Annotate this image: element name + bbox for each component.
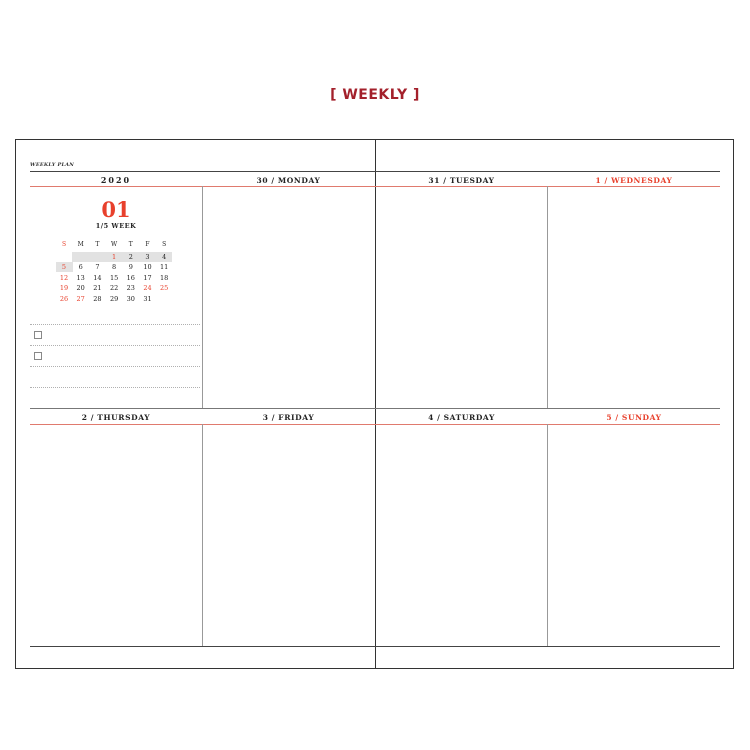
task-checkbox[interactable]	[34, 331, 42, 339]
calendar-weekday-label: M	[77, 241, 84, 248]
calendar-date: 2	[128, 252, 133, 261]
calendar-date: 15	[109, 273, 119, 282]
column-divider	[547, 186, 548, 408]
note-line	[30, 324, 200, 325]
note-line	[30, 345, 200, 346]
calendar-date: 31	[143, 294, 152, 303]
day-header-sunday: 5 / SUNDAY	[606, 413, 662, 422]
calendar-year: 2020	[100, 175, 132, 185]
page-heading: [ WEEKLY ]	[330, 87, 420, 103]
weekly-plan-label: WEEKLY PLAN	[30, 162, 75, 168]
spine-divider	[375, 139, 376, 669]
calendar-date: 28	[93, 294, 102, 303]
calendar-weekday-label: W	[111, 241, 118, 248]
calendar-date: 14	[93, 273, 102, 282]
week-label: 1/5 WEEK	[95, 222, 137, 230]
calendar-date: 17	[143, 273, 152, 282]
day-header-saturday: 4 / SATURDAY	[428, 413, 495, 422]
calendar-date: 25	[160, 284, 169, 292]
calendar-date: 30	[126, 294, 135, 303]
calendar-date: 26	[59, 294, 69, 303]
day-header-monday: 30 / MONDAY	[256, 176, 321, 185]
calendar-date: 9	[128, 263, 133, 271]
calendar-date: 11	[160, 263, 169, 271]
calendar-date: 19	[59, 284, 69, 292]
header-red-rule-top	[30, 186, 720, 187]
calendar-weekday-label: S	[61, 241, 67, 248]
day-header-tuesday: 31 / TUESDAY	[428, 176, 495, 185]
calendar-date: 16	[126, 273, 135, 282]
calendar-date: 13	[76, 273, 85, 282]
calendar-date: 18	[160, 273, 169, 282]
calendar-date: 22	[109, 284, 119, 292]
task-checkbox[interactable]	[34, 352, 42, 360]
calendar-date: 20	[76, 284, 85, 292]
month-number: 01	[101, 197, 131, 222]
calendar-date: 10	[143, 263, 152, 271]
bottom-rule	[30, 646, 720, 647]
column-divider	[202, 186, 203, 408]
note-line	[30, 366, 200, 367]
calendar-date: 21	[93, 284, 102, 292]
calendar-weekday-label: S	[162, 241, 167, 248]
calendar-weekday-label: T	[95, 241, 100, 248]
calendar-date: 6	[78, 263, 83, 271]
calendar-date: 12	[59, 273, 69, 282]
top-rule	[30, 171, 720, 172]
header-red-rule-bottom	[30, 424, 720, 425]
note-line	[30, 387, 200, 388]
calendar-date: 5	[61, 263, 67, 271]
calendar-weekday-label: F	[145, 241, 150, 248]
calendar-date: 8	[112, 263, 117, 271]
calendar-date: 4	[162, 252, 167, 261]
day-header-wednesday: 1 / WEDNESDAY	[595, 176, 673, 185]
day-header-friday: 3 / FRIDAY	[262, 413, 315, 422]
calendar-date: 7	[95, 263, 100, 271]
calendar-date: 3	[145, 252, 150, 261]
calendar-weekday-label: T	[128, 241, 133, 248]
column-divider	[547, 424, 548, 646]
calendar-date: 1	[112, 252, 117, 261]
calendar-date: 24	[143, 284, 152, 292]
calendar-date: 29	[109, 294, 119, 303]
calendar-date: 23	[126, 284, 135, 292]
calendar-date: 27	[76, 294, 85, 303]
middle-rule	[30, 408, 720, 409]
column-divider	[202, 424, 203, 646]
day-header-thursday: 2 / THURSDAY	[81, 413, 151, 422]
